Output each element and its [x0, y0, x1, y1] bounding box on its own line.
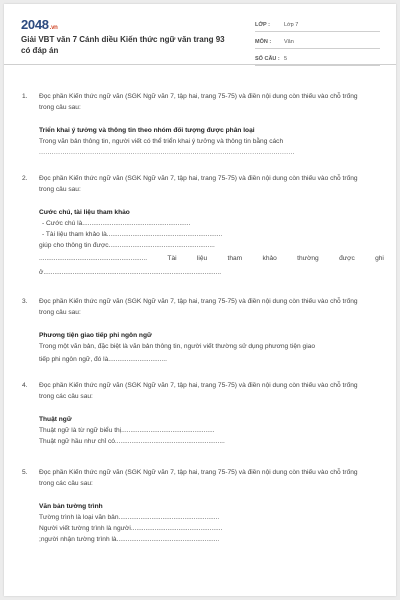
question-number: 3. [22, 298, 28, 305]
question-instruction: Đọc phần Kiến thức ngữ văn (SGK Ngữ văn 7, tập hai, trang 75-75) và điền nội dung còn thiếu vào chỗ trống trong câu sau: [39, 93, 358, 111]
logo-suffix: .vn [49, 25, 58, 31]
meta-table [255, 18, 380, 69]
worksheet-page [4, 4, 396, 596]
question-instruction: Đọc phần Kiến thức ngữ văn (SGK Ngữ văn 7, tập hai, trang 75-75) và điền nội dung còn thiếu vào chỗ trống trong câu sau: [39, 175, 358, 193]
answer-line[interactable]: tiếp phi ngôn ngữ, đó là................................ [39, 356, 167, 363]
answer-line[interactable]: giúp cho thông tin được.......................................................... [39, 242, 215, 249]
meta-row-subject [255, 35, 380, 49]
meta-value: Văn [284, 38, 294, 45]
question-title: Văn bản tường trình [39, 503, 103, 510]
question-number: 1. [22, 93, 28, 100]
word: thường [297, 255, 319, 262]
meta-key: SỐ CÂU : [255, 55, 280, 62]
answer-blank[interactable]: ........................................................................................................................ [39, 149, 295, 156]
question-line: Trong văn bản thông tin, người viết có thể triển khai ý tưởng và thông tin bằng cách [39, 138, 284, 145]
question-title: Triển khai ý tưởng và thông tin theo nhóm đối tượng được phân loại [39, 127, 255, 134]
answer-blank: ........................................................... [39, 255, 148, 262]
meta-key: LỚP : [255, 21, 270, 28]
meta-value: Lớp 7 [284, 21, 299, 28]
question-number: 5. [22, 469, 28, 476]
answer-line[interactable]: Tường trình là loại văn bản....................................................... [39, 514, 220, 521]
word: ghi [375, 255, 384, 262]
word: được [339, 255, 355, 262]
meta-key: MÔN : [255, 38, 272, 45]
question-number: 4. [22, 382, 28, 389]
word: khảo [262, 255, 277, 262]
logo-main: 2048 [21, 17, 49, 32]
question-title: Cước chú, tài liệu tham khảo [39, 209, 130, 216]
question-title: Phương tiện giao tiếp phi ngôn ngữ [39, 332, 152, 339]
meta-row-class [255, 18, 380, 32]
question-number: 2. [22, 175, 28, 182]
answer-line[interactable]: - Tài liệu tham khảo là............................................................... [42, 231, 223, 238]
answer-line[interactable]: Thuật ngữ hầu như chỉ có............................................................ [39, 438, 225, 445]
answer-line[interactable]: Người viết tường trình là người.................................................. [39, 525, 223, 532]
question-instruction: Đọc phần Kiến thức ngữ văn (SGK Ngữ văn 7, tập hai, trang 75-75) và điền nội dung còn thiếu vào chỗ trống trong các câu sau: [39, 469, 358, 487]
answer-line[interactable]: ;người nhận tường trình là........................................................ [39, 536, 220, 543]
word: liệu [196, 255, 208, 262]
answer-line[interactable]: - Cước chú là........................................................... [42, 220, 191, 227]
answer-line-justified[interactable] [39, 254, 384, 265]
word: Tài [167, 255, 177, 262]
question-instruction: Đọc phần Kiến thức ngữ văn (SGK Ngữ văn 7, tập hai, trang 75-75) và điền nội dung còn thiếu vào chỗ trống trong câu sau: [39, 298, 358, 316]
question-instruction: Đọc phần Kiến thức ngữ văn (SGK Ngữ văn 7, tập hai, trang 75-75) và điền nội dung còn thiếu vào chỗ trống trong các câu sau: [39, 382, 358, 400]
question-title: Thuật ngữ [39, 416, 72, 423]
meta-row-count [255, 52, 380, 66]
worksheet-header [4, 4, 396, 65]
page-title: Giải VBT văn 7 Cánh diều Kiến thức ngữ văn trang 93 có đáp án [21, 35, 225, 55]
meta-value: 5 [284, 55, 288, 62]
question-line: Trong một văn bản, đặc biệt là văn bản thông tin, người viết thường sử dụng phương tiện giao [39, 343, 315, 350]
answer-line[interactable]: Thuật ngữ là từ ngữ biểu thị................................................... [39, 427, 215, 434]
word: tham [227, 255, 243, 262]
site-logo[interactable] [21, 17, 58, 32]
answer-line[interactable]: ở................................................................................................. [39, 269, 222, 276]
